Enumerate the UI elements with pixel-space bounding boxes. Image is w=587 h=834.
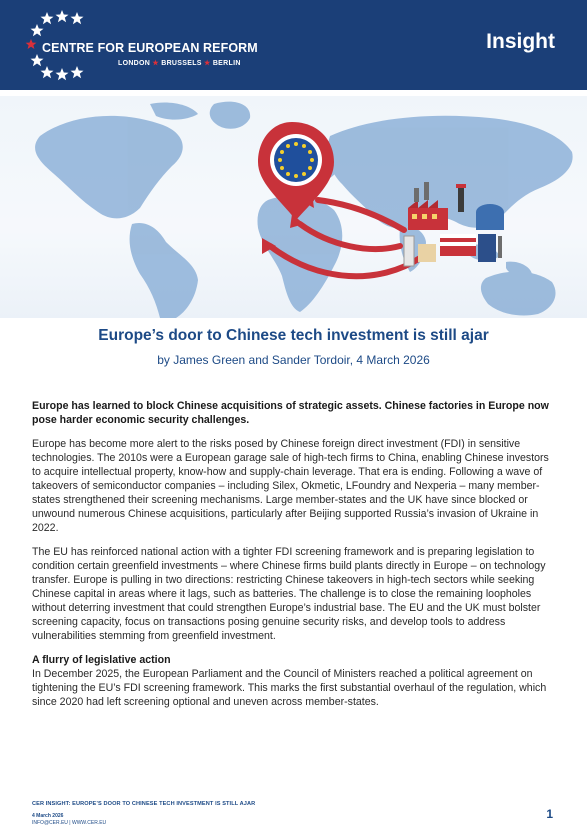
article-body (32, 399, 559, 719)
org-cities: LONDON ★ BRUSSELS ★ BERLIN (118, 60, 241, 67)
header-band (0, 0, 587, 90)
cer-logo[interactable] (22, 8, 258, 84)
article-paragraph: The EU has reinforced national action with a tighter FDI screening framework and is preparing legislation to condition certain greenfield investments – where Chinese firms build plants directly in Europe – on technology transfer. Europe is pulling in two directions: restricting Chinese takeovers in high-tech sectors while seeking Chinese capital in areas where it lags, such as batteries. The challenge is to close the remaining loopholes without deterring investment that could strengthen Europe’s industrial base. The EU and the UK must bolster screening capacity, focus on transactions posing genuine security risks, and develop tools to address vulnerabilities stemming from greenfield investment. (32, 546, 546, 642)
footer-date: 4 March 2026 (32, 813, 64, 819)
article-paragraph: In December 2025, the European Parliament and the Council of Ministers reached a political agreement on tightening the EU’s FDI screening framework. This marks the first substantial overhaul of the regulation, which since 2020 had left screening optional and uneven across member-states. (32, 668, 547, 708)
footer-running-title: CER INSIGHT: EUROPE’S DOOR TO CHINESE TECH INVESTMENT IS STILL AJAR (32, 801, 256, 807)
article-byline: by James Green and Sander Tordoir, 4 March 2026 (157, 353, 430, 367)
section-heading: A flurry of legislative action (32, 654, 171, 666)
hero-illustration (0, 96, 587, 318)
series-label: Insight (486, 30, 555, 53)
page-number: 1 (546, 807, 553, 821)
footer-contact-link[interactable]: INFO@CER.EU | WWW.CER.EU (32, 820, 107, 826)
org-name: CENTRE FOR EUROPEAN REFORM (42, 41, 258, 55)
article-paragraph: Europe has become more alert to the risks posed by Chinese foreign direct investment (FDI) in sensitive technologies. The 2010s were a European garage sale of high-tech firms to China, enabling Chinese investors to acquire intellectual property, know-how and supply-chain leverage. That era is ending. Following a wave of takeovers of semiconductor companies – including Silex, Okmetic, LFoundry and Nexperia – many member-states strengthened their screening mechanisms. Large member-states and the UK have since blocked or unwound numerous Chinese acquisitions, particularly after Beijing supported Russia’s invasion of Ukraine in 2022. (32, 438, 549, 534)
article-title: Europe’s door to Chinese tech investment is still ajar (98, 327, 489, 344)
article-lead: Europe has learned to block Chinese acquisitions of strategic assets. Chinese factories in Europe now pose harder economic security challenges. (32, 400, 549, 426)
